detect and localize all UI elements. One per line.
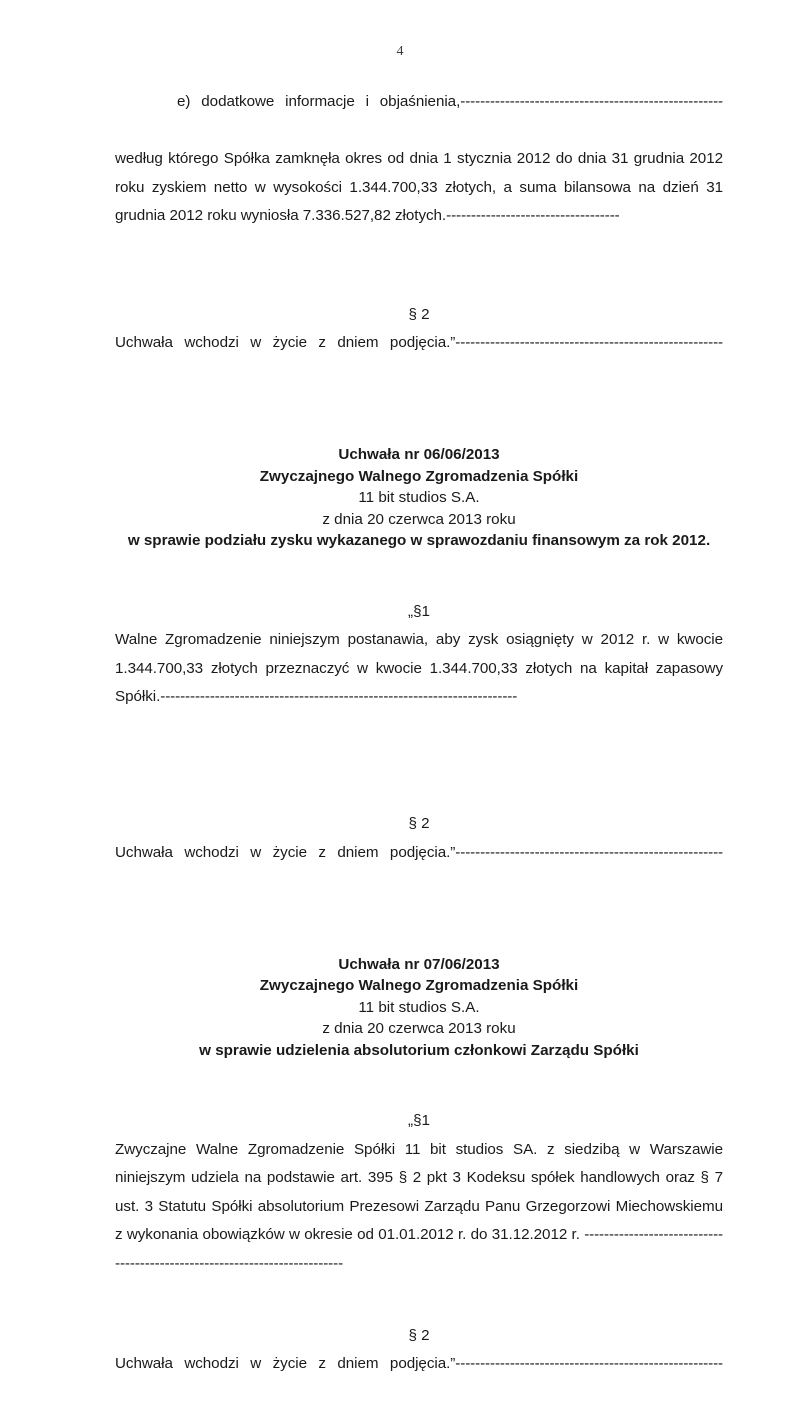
spacer (115, 552, 723, 598)
intro-item-e (115, 88, 723, 145)
resolution-06-section-2-body: Uchwała wchodzi w życie z dniem podjęcia.” (115, 843, 456, 861)
resolution-06-heading (115, 444, 723, 552)
spacer (115, 231, 723, 301)
resolution-06-section-2-dashes: ------------------------------------------------------ (455, 843, 723, 861)
resolution-07-heading-line-5: w sprawie udzielenia absolutorium członkowi Zarządu Spółki (199, 1041, 639, 1059)
resolution-07-section-2-marker: § 2 (408, 1326, 430, 1344)
resolution-07-heading-line-4: z dnia 20 czerwca 2013 roku (322, 1020, 516, 1037)
resolution-06-section-1-text (115, 626, 723, 740)
section-1-close-text (115, 329, 723, 386)
intro-item-e-text: e) dodatkowe informacje i objaśnienia, (177, 93, 461, 110)
spacer (115, 1307, 723, 1322)
resolution-07-heading-line-3: 11 bit studios S.A. (358, 998, 480, 1016)
resolution-07-heading-line-1: Uchwała nr 07/06/2013 (338, 955, 500, 973)
page-number: 4 (396, 44, 404, 59)
resolution-06-section-1-dashes: ------------------------------------------------------------------------ (160, 688, 518, 705)
spacer (115, 386, 723, 444)
resolution-07-section-1-dashes: -------------------------------------------------------------------------- (115, 1226, 723, 1272)
intro-paragraph-text: według którego Spółka zamknęła okres od dnia 1 stycznia 2012 do dnia 31 grudnia 2012 roku zyskiem netto w wysokości 1.344.700,33 złotych, a suma bilansowa na dzień 31 grudnia 2012 roku wyniosła 7.336.527,82 złotych. (115, 150, 723, 224)
section-1-close-dashes: ------------------------------------------------------ (455, 334, 723, 351)
resolution-07-section-2-text (115, 1350, 723, 1407)
intro-paragraph-dashes: ----------------------------------- (446, 207, 620, 224)
resolution-06-heading-line-3: 11 bit studios S.A. (358, 489, 480, 506)
resolution-07-section-1-text (115, 1136, 723, 1307)
resolution-07-section-1-marker: „§1 (408, 1112, 430, 1129)
section-marker-2: § 2 (408, 305, 430, 323)
document-content (115, 88, 723, 1407)
resolution-07-section-1-body: Zwyczajne Walne Zgromadzenie Spółki 11 bit studios SA. z siedzibą w Warszawie niniejszym udziela na podstawie art. 395 § 2 pkt 3 Kodeksu spółek handlowych oraz § 7 ust. 3 Statutu Spółki absolutorium Prezesowi Zarządu Panu Grzegorzowi Miechowskiemu z wykonania obowiązków w okresie od 01.01.2012 r. do 31.12.2012 r. (115, 1140, 723, 1243)
spacer (115, 740, 723, 810)
intro-item-e-dashes: ----------------------------------------------------- (460, 93, 723, 110)
resolution-06-heading-line-1: Uchwała nr 06/06/2013 (338, 446, 500, 463)
resolution-07-heading-line-2: Zwyczajnego Walnego Zgromadzenia Spółki (259, 977, 579, 994)
spacer (115, 1061, 723, 1107)
resolution-06-section-2-text (115, 839, 723, 896)
resolution-06-heading-line-5: w sprawie podziału zysku wykazanego w sprawozdaniu finansowym za rok 2012. (127, 532, 711, 549)
resolution-06-section-1-body: Walne Zgromadzenie niniejszym postanawia, aby zysk osiągnięty w 2012 r. w kwocie 1.344.700,33 złotych przeznaczyć w kwocie 1.344.700,33 złotych na kapitał zapasowy Spółki. (115, 631, 723, 705)
resolution-07-section-2-body: Uchwała wchodzi w życie z dniem podjęcia.” (115, 1355, 456, 1372)
spacer (115, 896, 723, 954)
resolution-06-heading-line-4: z dnia 20 czerwca 2013 roku (322, 510, 516, 528)
resolution-07-section-2-dashes: ------------------------------------------------------ (455, 1355, 723, 1372)
resolution-06-section-1-marker: „§1 (408, 602, 430, 620)
resolution-06-section-2-marker: § 2 (408, 815, 430, 832)
resolution-06-heading-line-2: Zwyczajnego Walnego Zgromadzenia Spółki (259, 467, 579, 485)
resolution-07-heading (115, 954, 723, 1062)
section-1-close-label: Uchwała wchodzi w życie z dniem podjęcia.” (115, 334, 456, 351)
intro-paragraph (115, 145, 723, 231)
